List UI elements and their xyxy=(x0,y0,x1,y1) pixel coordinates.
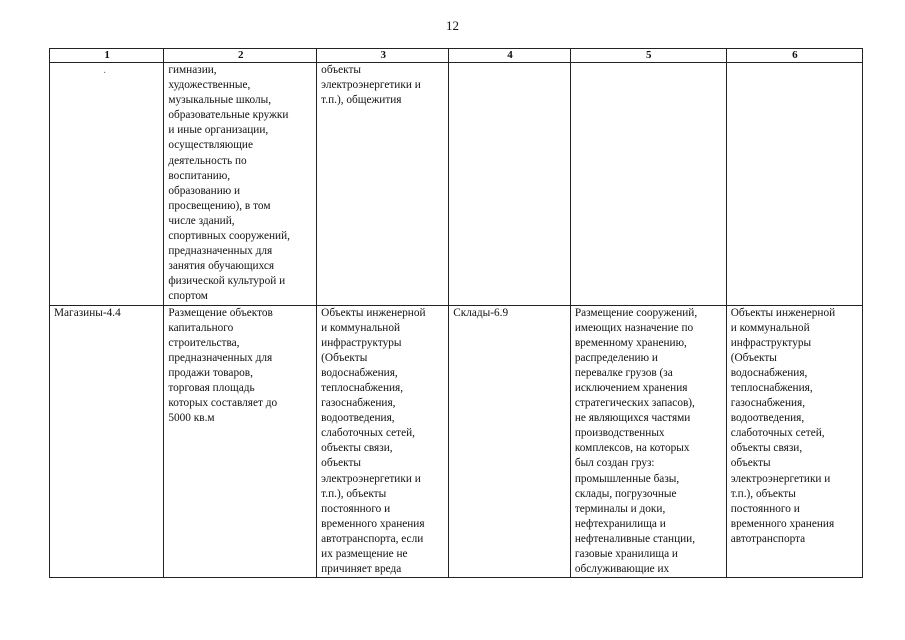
table-cell xyxy=(726,63,862,306)
column-header-1: 1 xyxy=(50,49,164,63)
table-cell: Склады-6.9 xyxy=(449,305,571,578)
column-header-4: 4 xyxy=(449,49,571,63)
table-row xyxy=(50,63,863,306)
land-use-table xyxy=(49,48,863,578)
column-header-6: 6 xyxy=(726,49,862,63)
table-cell: гимназии, художественные, музыкальные школы, образовательные кружки и иные организации, осуществляющие деятельность по воспитанию, образованию и просвещению), в том числе зданий, спортивных сооружений, предназначенных для занятия обучающихся физической культурой и спортом xyxy=(164,63,317,306)
table-cell xyxy=(50,63,164,306)
header-row xyxy=(50,49,863,63)
table-cell: Размещение сооружений, имеющих назначение по временному хранению, распределению и перевалке грузов (за исключением хранения стратегических запасов), не являющихся частями производственных комплексов, на которых был создан груз: промышленные базы, склады, погрузочные терминалы и доки, нефтехранилища и нефтеналивные станции, газовые хранилища и обслуживающие их xyxy=(570,305,726,578)
column-header-2: 2 xyxy=(164,49,317,63)
table-cell: Объекты инженерной и коммунальной инфраструктуры (Объекты водоснабжения, теплоснабжения, газоснабжения, водоотведения, слаботочных сетей, объекты связи, объекты электроэнергетики и т.п.), объекты постоянного и временного хранения автотранспорта, если их размещение не причиняет вреда xyxy=(317,305,449,578)
table-cell xyxy=(449,63,571,306)
column-header-3: 3 xyxy=(317,49,449,63)
table-cell: Размещение объектов капитального строительства, предназначенных для продажи товаров, торговая площадь которых составляет до 5000 кв.м xyxy=(164,305,317,578)
table-cell: Объекты инженерной и коммунальной инфраструктуры (Объекты водоснабжения, теплоснабжения, газоснабжения, водоотведения, слаботочных сетей, объекты связи, объекты электроэнергетики и т.п.), объекты постоянного и временного хранения автотранспорта xyxy=(726,305,862,578)
table-cell: Магазины-4.4 xyxy=(50,305,164,578)
column-header-5: 5 xyxy=(570,49,726,63)
table-row xyxy=(50,305,863,578)
page-number: 12 xyxy=(446,18,459,33)
table-cell: объекты электроэнергетики и т.п.), общежития xyxy=(317,63,449,306)
scan-speck: · xyxy=(103,68,107,79)
table-cell xyxy=(570,63,726,306)
